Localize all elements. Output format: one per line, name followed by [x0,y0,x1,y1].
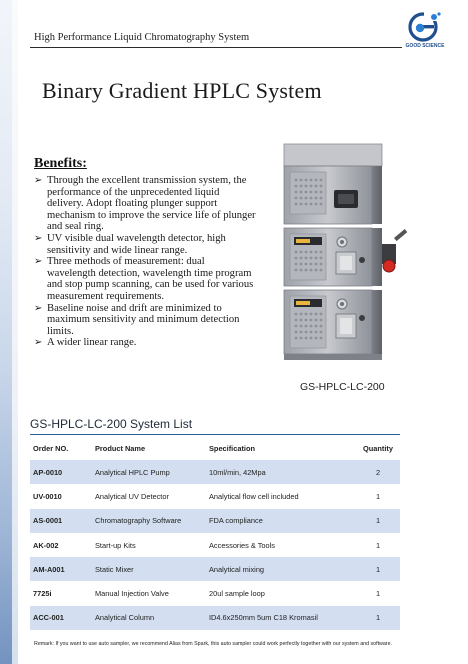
quantity: 1 [356,557,400,581]
specification: 20ul sample loop [209,589,265,599]
benefit-text: A wider linear range. [47,337,137,349]
quantity: 1 [375,540,381,550]
benefit-text: Baseline noise and drift are minimized to maximum sensitivity and minimum detection limits. [47,302,240,337]
column-header-product: Product Name [95,443,146,453]
product-caption: GS-HPLC-LC-200 [300,381,385,393]
order-number: 7725i [33,589,52,599]
product-name: Start-up Kits [95,540,136,550]
benefit-item [34,233,256,256]
system-list-table [30,436,400,630]
order-number: AP-0010 [30,460,92,484]
table-row [30,484,400,508]
quantity: 1 [375,491,381,501]
column-header-order: Order NO. [33,443,69,453]
table-row [30,533,400,557]
column-header-quantity: Quantity [363,443,393,453]
specification: ID4.6x250mm 5um C18 Kromasil [206,606,356,630]
benefit-item [34,175,256,233]
specification: Analytical flow cell included [209,491,299,501]
order-number: UV-0010 [33,491,62,501]
quantity: 2 [356,460,400,484]
header-title: High Performance Liquid Chromatography System [34,32,250,43]
arrow-bullet-icon: ➢ [34,256,43,268]
hplc-system-image [276,142,414,372]
remark-note: Remark: If you want to use auto sampler, we recommend Alias from Spark, this auto sampler could work perfectly together with our system and software. [34,641,392,647]
arrow-bullet-icon: ➢ [34,302,43,314]
benefit-text: Through the excellent transmission system, the performance of the unprecedented liquid delivery. Adopt floating plunger support mechanism to improve the service life of plunger and seal ring. [47,175,256,233]
system-list-title: GS-HPLC-LC-200 System List [30,417,193,431]
quantity: 1 [375,589,381,599]
product-name: Analytical UV Detector [95,491,169,501]
order-number: AS-0001 [30,509,92,533]
quantity: 1 [356,606,400,630]
arrow-bullet-icon: ➢ [34,232,43,244]
order-number: ACC-001 [30,606,92,630]
table-row [30,606,400,630]
benefits-list [34,175,256,349]
logo-text: GOOD SCIENCE [405,43,445,49]
logo-mark-icon [400,10,450,44]
arrow-bullet-icon: ➢ [34,337,43,349]
benefit-text: UV visible dual wavelength detector, high sensitivity and wide linear range. [47,232,226,256]
page-side-stripe [0,0,12,664]
specification: Analytical mixing [206,557,356,581]
order-number: AM-A001 [30,557,92,581]
company-logo [400,10,450,52]
specification: FDA compliance [206,509,356,533]
page-side-stripe-light [12,0,18,664]
page-title: Binary Gradient HPLC System [42,78,322,103]
quantity: 1 [356,509,400,533]
benefit-item [34,256,256,302]
product-name: Manual Injection Valve [95,589,169,599]
product-name: Analytical Column [92,606,206,630]
benefits-heading: Benefits: [34,156,87,171]
specification: 10ml/min, 42Mpa [206,460,356,484]
table-row [30,581,400,605]
column-header-spec: Specification [209,443,255,453]
benefit-item [34,337,256,349]
hplc-instrument-illustration [276,142,414,372]
specification: Accessories & Tools [209,540,275,550]
order-number: AK-002 [33,540,59,550]
header-divider [30,47,402,48]
table-header-row [30,436,400,460]
table-row [30,460,400,484]
benefit-item [34,303,256,338]
product-name: Static Mixer [92,557,206,581]
arrow-bullet-icon: ➢ [34,175,43,186]
table-row [30,509,400,533]
product-name: Analytical HPLC Pump [92,460,206,484]
benefit-text: Three methods of measurement: dual wavelength detection, wavelength time program and stop pump scanning, can be used for various measurement requirements. [47,256,254,302]
product-name: Chromatography Software [92,509,206,533]
table-row [30,557,400,581]
